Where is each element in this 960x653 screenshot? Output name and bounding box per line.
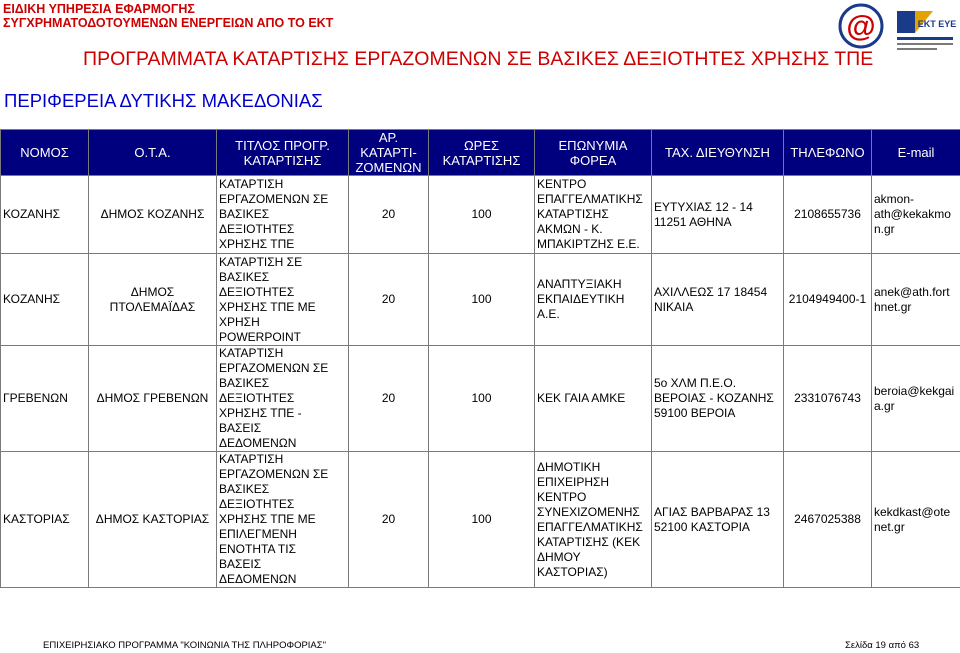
table-row (1, 254, 960, 346)
logo-right-text: ΕΚΤ ΕΥΕ (917, 19, 957, 29)
cell-nomos: ΚΑΣΤΟΡΙΑΣ (1, 452, 89, 588)
infosociety-logo-icon (836, 3, 886, 49)
cell-email[interactable]: anek@ath.fort hnet.gr (872, 254, 960, 346)
cell-email[interactable]: akmon- ath@kekakmo n.gr (872, 176, 960, 254)
cell-trainees: 20 (349, 346, 429, 452)
cell-ota: ΔΗΜΟΣ ΓΡΕΒΕΝΩΝ (89, 346, 217, 452)
logo-left-text: @ (846, 10, 876, 43)
col-header-trainees: ΑΡ. ΚΑΤΑΡΤΙ- ΖΟΜΕΝΩΝ (349, 130, 429, 176)
cell-address: 5ο ΧΛΜ Π.Ε.Ο. ΒΕΡΟΙΑΣ - ΚΟΖΑΝΗΣ 59100 ΒΕΡΟΙΑ (652, 346, 784, 452)
cell-hours: 100 (429, 176, 535, 254)
cell-phone: 2467025388 (784, 452, 872, 588)
footer-page-number: Σελίδα 19 από 63 (845, 640, 920, 651)
cell-provider: ΚΕΝΤΡΟ ΕΠΑΓΓΕΛΜΑΤΙΚΗΣ ΚΑΤΑΡΤΙΣΗΣ ΑΚΜΩΝ - Κ. ΜΠΑΚΙΡΤΖΗΣ Ε.Ε. (535, 176, 652, 254)
cell-ota: ΔΗΜΟΣ ΠΤΟΛΕΜΑΪΔΑΣ (89, 254, 217, 346)
cell-trainees: 20 (349, 452, 429, 588)
cell-address: ΑΓΙΑΣ ΒΑΡΒΑΡΑΣ 13 52100 ΚΑΣΤΟΡΙΑ (652, 452, 784, 588)
cell-address: ΕΥΤΥΧΙΑΣ 12 - 14 11251 ΑΘΗΝΑ (652, 176, 784, 254)
cell-email[interactable]: beroia@kekgai a.gr (872, 346, 960, 452)
cell-address: ΑΧΙΛΛΕΩΣ 17 18454 ΝΙΚΑΙΑ (652, 254, 784, 346)
cell-hours: 100 (429, 254, 535, 346)
cell-title: ΚΑΤΑΡΤΙΣΗ ΕΡΓΑΖΟΜΕΝΩΝ ΣΕ ΒΑΣΙΚΕΣ ΔΕΞΙΟΤΗΤΕΣ ΧΡΗΣΗΣ ΤΠΕ - ΒΑΣΕΙΣ ΔΕΔΟΜΕΝΩΝ (217, 346, 349, 452)
cell-ota: ΔΗΜΟΣ ΚΟΖΑΝΗΣ (89, 176, 217, 254)
cell-trainees: 20 (349, 254, 429, 346)
col-header-provider: ΕΠΩΝΥΜΙΑ ΦΟΡΕΑ (535, 130, 652, 176)
cell-provider: ΔΗΜΟΤΙΚΗ ΕΠΙΧΕΙΡΗΣΗ ΚΕΝΤΡΟ ΣΥΝΕΧΙΖΟΜΕΝΗΣ ΕΠΑΓΓΕΛΜΑΤΙΚΗΣ ΚΑΤΑΡΤΙΣΗΣ (ΚΕΚ ΔΗΜΟΥ ΚΑΣΤΟΡΙΑΣ) (535, 452, 652, 588)
cell-hours: 100 (429, 346, 535, 452)
col-header-ota: Ο.Τ.Α. (89, 130, 217, 176)
cell-email[interactable]: kekdkast@ote net.gr (872, 452, 960, 588)
col-header-address: ΤΑΧ. ΔΙΕΥΘΥΝΣΗ (652, 130, 784, 176)
cell-nomos: ΚΟΖΑΝΗΣ (1, 176, 89, 254)
cell-phone: 2331076743 (784, 346, 872, 452)
col-header-nomos: ΝΟΜΟΣ (1, 130, 89, 176)
cell-provider: ΑΝΑΠΤΥΞΙΑΚΗ ΕΚΠΑΙΔΕΥΤΙΚΗ Α.Ε. (535, 254, 652, 346)
col-header-title: ΤΙΤΛΟΣ ΠΡΟΓΡ. ΚΑΤΑΡΤΙΣΗΣ (217, 130, 349, 176)
cell-ota: ΔΗΜΟΣ ΚΑΣΤΟΡΙΑΣ (89, 452, 217, 588)
cell-nomos: ΚΟΖΑΝΗΣ (1, 254, 89, 346)
cell-hours: 100 (429, 452, 535, 588)
cell-trainees: 20 (349, 176, 429, 254)
cell-title: ΚΑΤΑΡΤΙΣΗ ΕΡΓΑΖΟΜΕΝΩΝ ΣΕ ΒΑΣΙΚΕΣ ΔΕΞΙΟΤΗΤΕΣ ΧΡΗΣΗΣ ΤΠΕ ΜΕ ΕΠΙΛΕΓΜΕΝΗ ΕΝΟΤΗΤΑ ΤΙΣ ΒΑΣΕΙΣ ΔΕΔΟΜΕΝΩΝ (217, 452, 349, 588)
cell-title: ΚΑΤΑΡΤΙΣΗ ΕΡΓΑΖΟΜΕΝΩΝ ΣΕ ΒΑΣΙΚΕΣ ΔΕΞΙΟΤΗΤΕΣ ΧΡΗΣΗΣ ΤΠΕ (217, 176, 349, 254)
cell-provider: ΚΕΚ ΓΑΙΑ ΑΜΚΕ (535, 346, 652, 452)
cell-nomos: ΓΡΕΒΕΝΩΝ (1, 346, 89, 452)
cell-phone: 2108655736 (784, 176, 872, 254)
col-header-email: E-mail (872, 130, 960, 176)
table-header-row (1, 130, 960, 176)
table-row (1, 346, 960, 452)
table-row (1, 452, 960, 588)
programs-table (0, 129, 960, 588)
region-title: ΠΕΡΙΦΕΡΕΙΑ ΔΥΤΙΚΗΣ ΜΑΚΕΔΟΝΙΑΣ (4, 90, 323, 111)
ekt-eye-logo-icon (893, 7, 957, 53)
cell-title: ΚΑΤΑΡΤΙΣΗ ΣΕ ΒΑΣΙΚΕΣ ΔΕΞΙΟΤΗΤΕΣ ΧΡΗΣΗΣ ΤΠΕ ΜΕ ΧΡΗΣΗ POWERPOINT (217, 254, 349, 346)
footer-program-name: ΕΠΙΧΕΙΡΗΣΙΑΚΟ ΠΡΟΓΡΑΜΜΑ "ΚΟΙΝΩΝΙΑ ΤΗΣ ΠΛΗΡΟΦΟΡΙΑΣ" (43, 640, 327, 651)
header-line-2: ΣΥΓΧΡΗΜΑΤΟΔΟΤΟΥΜΕΝΩΝ ΕΝΕΡΓΕΙΩΝ ΑΠΟ ΤΟ ΕΚΤ (3, 16, 334, 30)
page-title: ΠΡΟΓΡΑΜΜΑΤΑ ΚΑΤΑΡΤΙΣΗΣ ΕΡΓΑΖΟΜΕΝΩΝ ΣΕ ΒΑΣΙΚΕΣ ΔΕΞΙΟΤΗΤΕΣ ΧΡΗΣΗΣ ΤΠΕ (83, 48, 874, 70)
table-row (1, 176, 960, 254)
col-header-hours: ΩΡΕΣ ΚΑΤΑΡΤΙΣΗΣ (429, 130, 535, 176)
cell-phone: 2104949400-1 (784, 254, 872, 346)
header-line-1: ΕΙΔΙΚΗ ΥΠΗΡΕΣΙΑ ΕΦΑΡΜΟΓΗΣ (3, 2, 195, 16)
col-header-phone: ΤΗΛΕΦΩΝΟ (784, 130, 872, 176)
